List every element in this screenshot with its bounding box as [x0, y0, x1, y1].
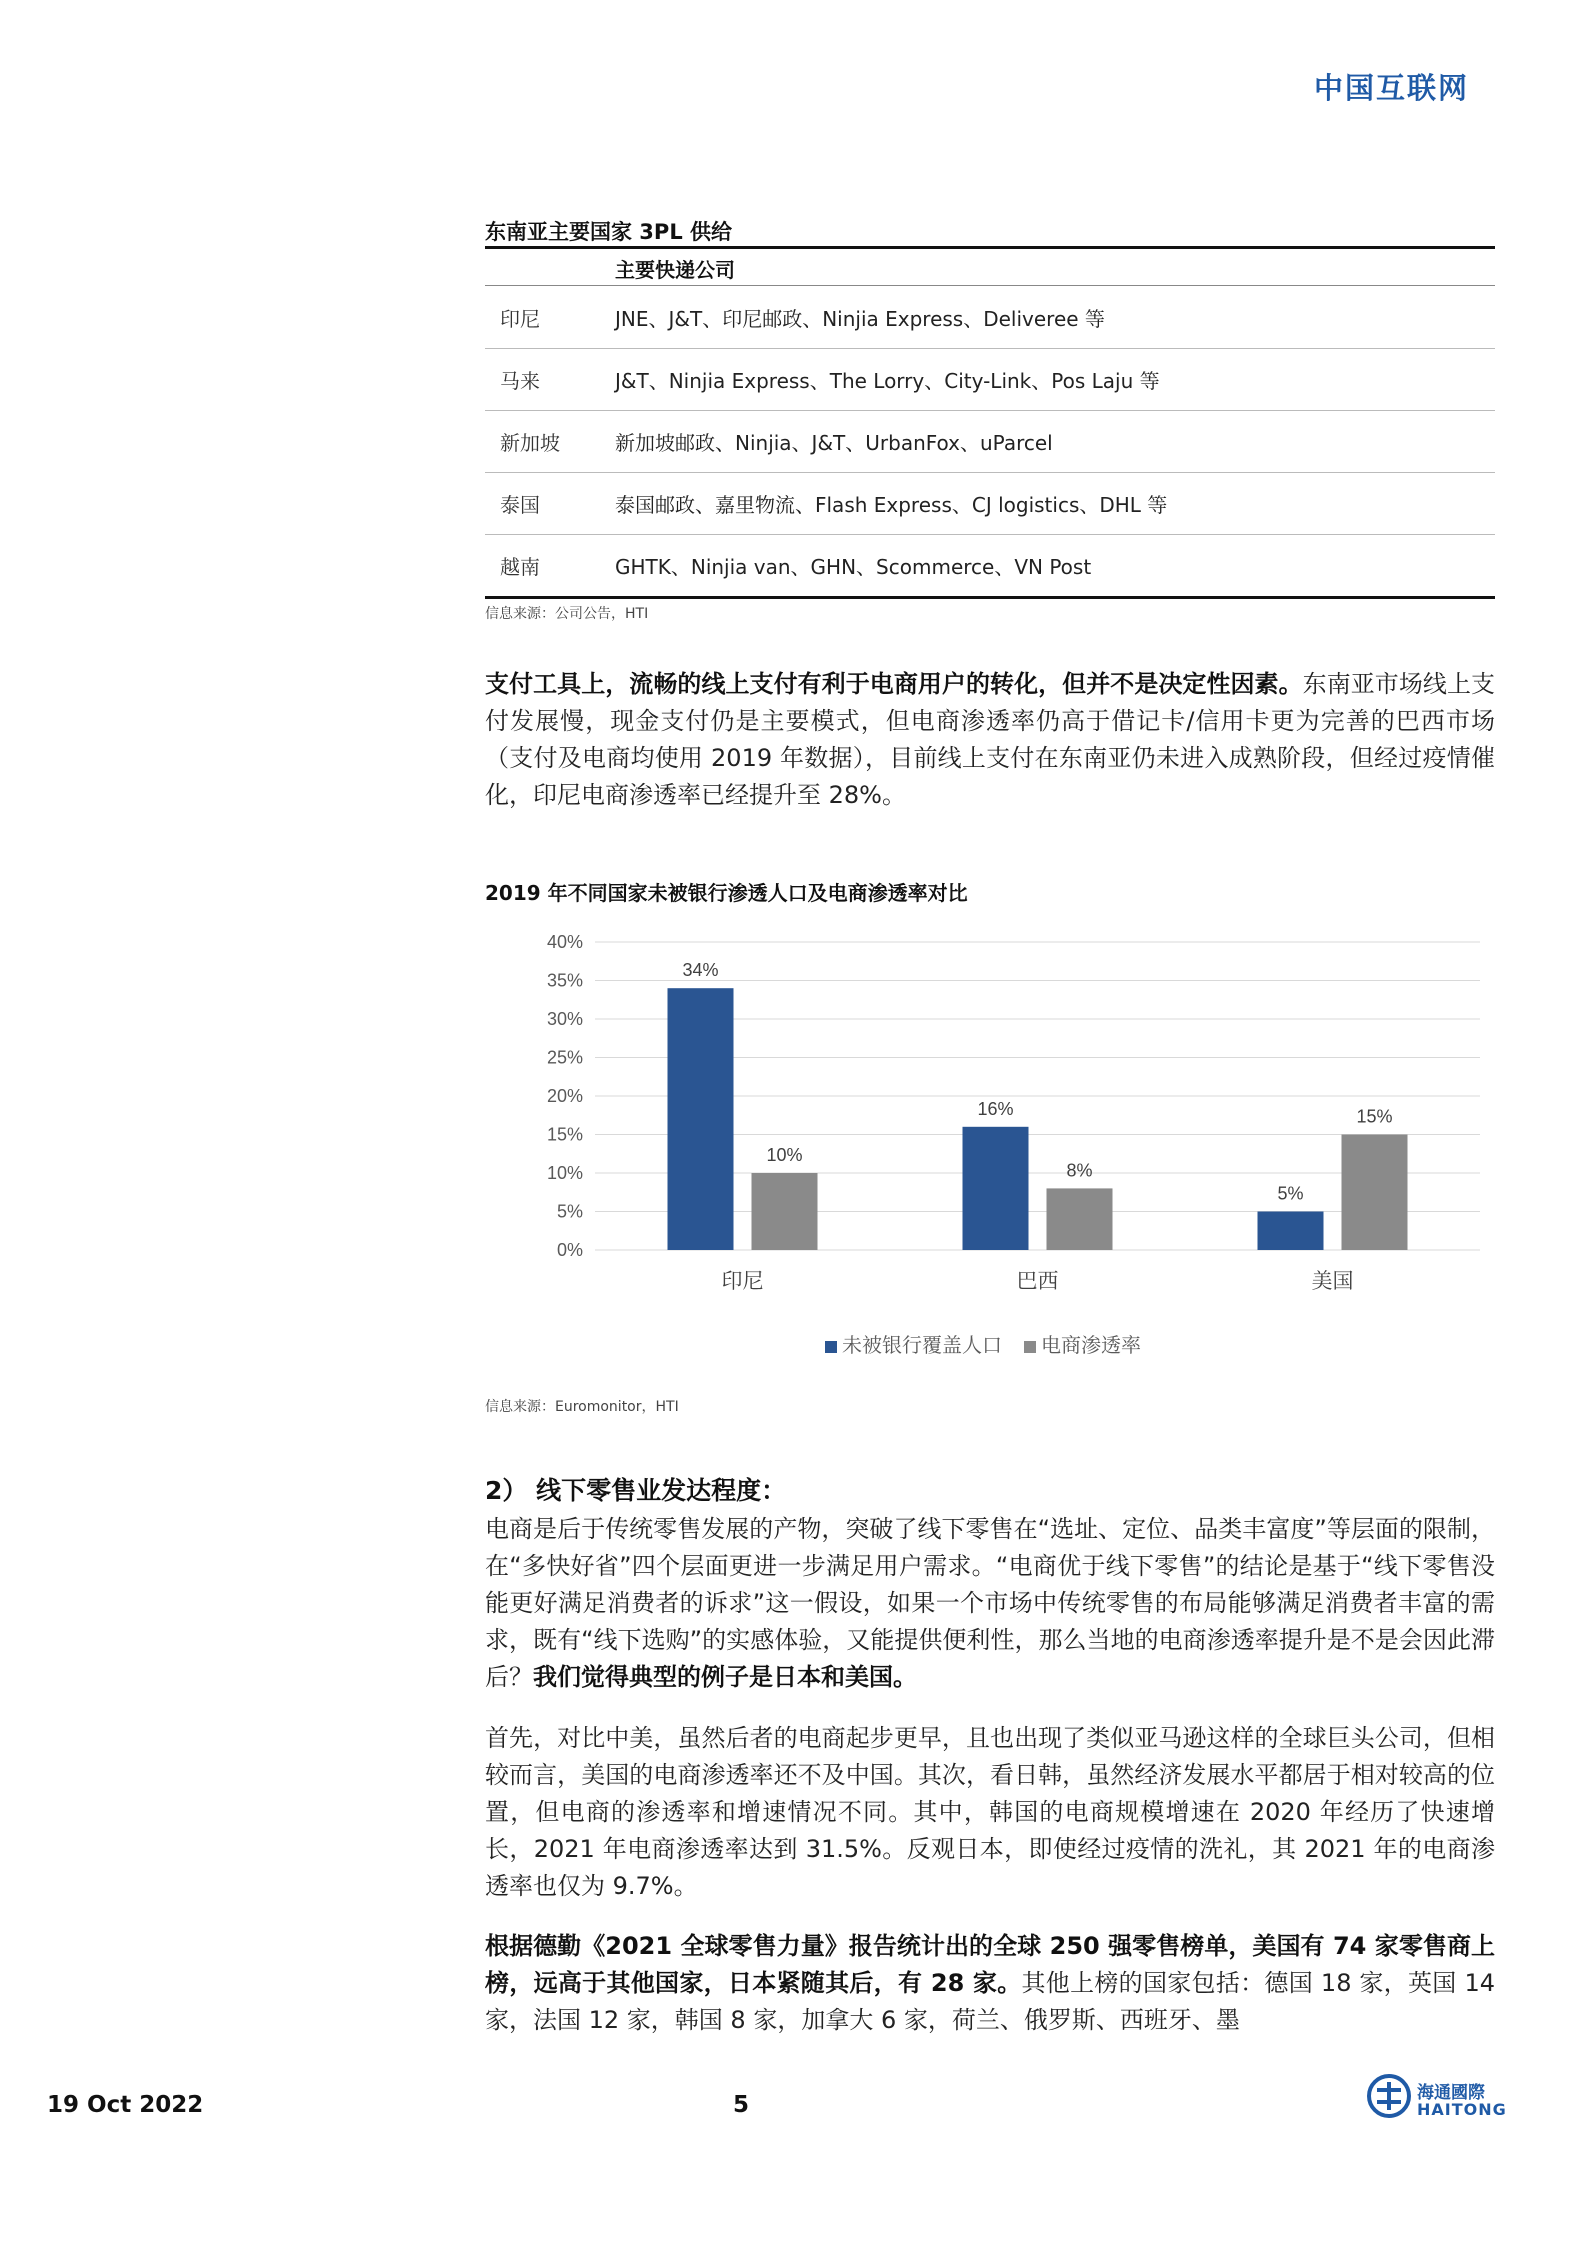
y-tick-label: 5%	[556, 1201, 583, 1222]
y-tick-label: 0%	[556, 1240, 583, 1260]
chart-title: 2019 年不同国家未被银行渗透人口及电商渗透率对比	[485, 881, 968, 905]
y-tick-label: 15%	[546, 1124, 583, 1145]
legend-swatch	[825, 1341, 837, 1353]
paragraph-offline-retail-bold: 我们觉得典型的例子是日本和美国。	[533, 1663, 917, 1691]
table-cell-companies: J&T、Ninjia Express、The Lorry、City-Link、Pos Laju 等	[615, 369, 1160, 393]
table-cell-companies: 新加坡邮政、Ninjia、J&T、UrbanFox、uParcel	[615, 431, 1053, 455]
paragraph-deloitte-bold: 根据德勤《2021 全球零售力量》报告统计出的全球 250 强零售榜单，美国有 74 家零售商上榜，远高于其他国家，日本紧随其后，有 28 家。	[485, 1932, 1495, 1997]
paragraph-deloitte-text: 其他上榜的国家包括：德国 18 家，英国 14 家，法国 12 家，韩国 8 家，加拿大 6 家，荷兰、俄罗斯、西班牙、墨	[485, 1969, 1496, 2034]
table-top-rule	[485, 246, 1495, 249]
y-tick-label: 35%	[546, 970, 583, 991]
y-tick-label: 25%	[546, 1047, 583, 1068]
footer-date: 19 Oct 2022	[47, 2092, 204, 2118]
data-label: 5%	[1277, 1183, 1304, 1204]
table-source: 信息来源：公司公告，HTI	[485, 606, 649, 622]
paragraph-deloitte	[485, 1928, 1495, 2039]
table-row	[485, 348, 1495, 411]
table-bottom-rule	[485, 596, 1495, 599]
paragraph-offline-retail	[485, 1511, 1495, 1696]
table-row	[485, 534, 1495, 596]
data-label: 8%	[1066, 1160, 1093, 1181]
table-title: 东南亚主要国家 3PL 供给	[485, 220, 733, 244]
logo-text-cn: 海通國際	[1417, 2083, 1485, 2103]
table-row	[485, 410, 1495, 473]
bar-ecommerce	[752, 1173, 818, 1250]
data-label: 10%	[766, 1145, 803, 1165]
data-label: 15%	[1356, 1106, 1393, 1127]
table-cell-country: 越南	[500, 555, 540, 579]
table-cell-country: 泰国	[500, 493, 540, 517]
paragraph-payment	[485, 666, 1495, 814]
legend-swatch	[1024, 1341, 1036, 1353]
table-row	[485, 286, 1495, 349]
paragraph-comparison: 首先，对比中美，虽然后者的电商起步更早，且也出现了类似亚马逊这样的全球巨头公司，但相较而言，美国的电商渗透率还不及中国。其次，看日韩，虽然经济发展水平都居于相对较高的位置，但电商的渗透率和增速情况不同。其中，韩国的电商规模增速在 2020 年经历了快速增长，2021 年电商渗透率达到 31.5%。反观日本，即使经过疫情的洗礼，其 2021 年的电商渗透率也仅为 9.7%。	[485, 1724, 1495, 1900]
x-category-label: 印尼	[721, 1270, 764, 1293]
table-cell-companies: JNE、J&T、印尼邮政、Ninjia Express、Deliveree 等	[615, 307, 1105, 331]
table-cell-country: 马来	[500, 369, 540, 393]
data-label: 34%	[682, 960, 719, 981]
chart-source: 信息来源：Euromonitor，HTI	[485, 1399, 679, 1415]
data-label: 16%	[977, 1098, 1014, 1119]
header-brand: 中国互联网	[1313, 71, 1469, 105]
section-heading: 2） 线下零售业发达程度：	[485, 1476, 787, 1505]
bar-unbanked	[1258, 1212, 1324, 1251]
bar-ecommerce	[1047, 1188, 1113, 1250]
paragraph-offline-retail-text: 电商是后于传统零售发展的产物，突破了线下零售在“选址、定位、品类丰富度”等层面的限制，在“多快好省”四个层面更进一步满足用户需求。“电商优于线下零售”的结论是基于“线下零售没能更好满足消费者的诉求”这一假设，如果一个市场中传统零售的布局能够满足消费者丰富的需求，既有“线下选购”的实感体验，又能提供便利性，那么当地的电商渗透率提升是不是会因此滞后？	[485, 1515, 1495, 1691]
y-tick-label: 30%	[546, 1009, 583, 1029]
y-tick-label: 10%	[546, 1163, 583, 1183]
paragraph-payment-bold: 支付工具上，流畅的线上支付有利于电商用户的转化，但并不是决定性因素。	[485, 670, 1303, 698]
legend-label: 电商渗透率	[1041, 1335, 1141, 1357]
table-cell-companies: 泰国邮政、嘉里物流、Flash Express、CJ logistics、DHL 等	[615, 493, 1168, 517]
bar-chart	[485, 920, 1495, 1380]
legend-label: 未被银行覆盖人口	[842, 1335, 1002, 1357]
haitong-logo-icon	[1367, 2074, 1411, 2118]
x-category-label: 巴西	[1016, 1270, 1059, 1293]
table-row	[485, 472, 1495, 535]
y-tick-label: 20%	[546, 1086, 583, 1106]
table-cell-country: 印尼	[500, 307, 540, 331]
bar-ecommerce	[1342, 1135, 1408, 1251]
page-number: 5	[733, 2092, 750, 2118]
bar-unbanked	[668, 988, 734, 1250]
table-column-header: 主要快递公司	[615, 258, 735, 282]
table-cell-companies: GHTK、Ninjia van、GHN、Scommerce、VN Post	[615, 555, 1092, 579]
bar-unbanked	[963, 1127, 1029, 1250]
table-cell-country: 新加坡	[500, 431, 560, 455]
paragraph-payment-text: 东南亚市场线上支付发展慢，现金支付仍是主要模式，但电商渗透率仍高于借记卡/信用卡更为完善的巴西市场（支付及电商均使用 2019 年数据），目前线上支付在东南亚仍未进入成熟阶段，但经过疫情催化，印尼电商渗透率已经提升至 28%。	[485, 670, 1495, 809]
logo-text-en: HAITONG	[1417, 2100, 1507, 2119]
haitong-logo	[1367, 2074, 1507, 2122]
x-category-label: 美国	[1311, 1270, 1354, 1293]
y-tick-label: 40%	[546, 932, 583, 952]
